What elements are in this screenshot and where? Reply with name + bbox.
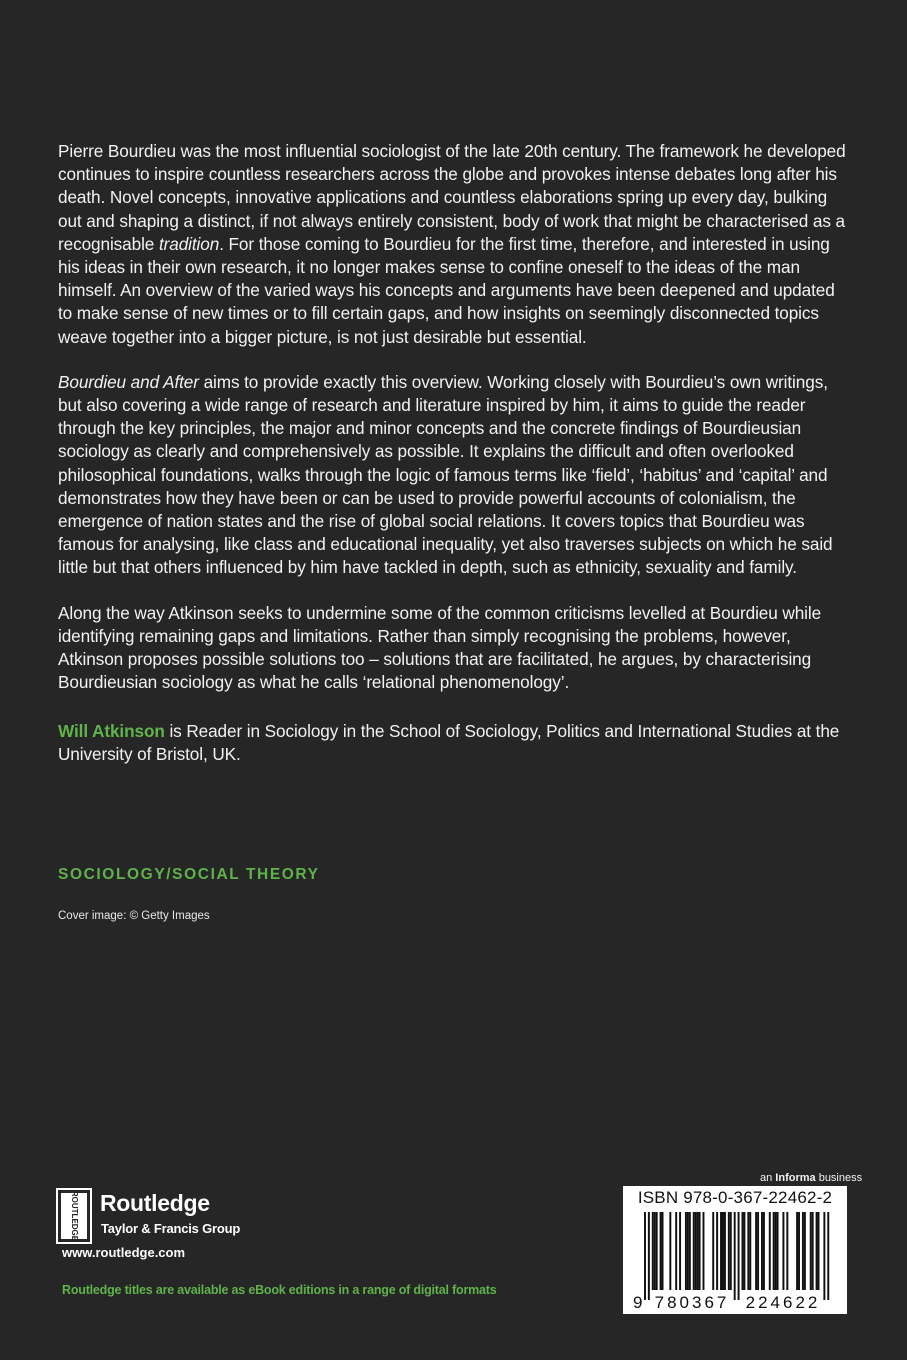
barcode-bar xyxy=(699,1212,701,1290)
barcode-bar xyxy=(679,1212,681,1290)
barcode-bar xyxy=(689,1212,691,1290)
barcode-right-digits: 224622 xyxy=(745,1293,821,1312)
barcode-graphic xyxy=(623,1186,847,1314)
barcode-bar xyxy=(730,1212,732,1290)
barcode-bar xyxy=(660,1212,662,1290)
barcode-bar xyxy=(810,1212,812,1290)
barcode-bar xyxy=(782,1212,784,1290)
barcode-bar xyxy=(695,1212,697,1290)
barcode-bar xyxy=(703,1212,705,1290)
blurb-paragraph-2 xyxy=(58,371,850,580)
author-name: Will Atkinson xyxy=(58,721,165,741)
routledge-logo xyxy=(56,1188,296,1248)
informa-name: Informa xyxy=(775,1172,816,1184)
barcode-bar xyxy=(675,1212,677,1290)
barcode-left-digits: 780367 xyxy=(654,1293,730,1312)
subject-category: SOCIOLOGY/SOCIAL THEORY xyxy=(58,866,320,883)
barcode-bar xyxy=(720,1212,722,1290)
cover-image-credit: Cover image: © Getty Images xyxy=(58,910,210,922)
barcode-bar xyxy=(716,1212,718,1290)
blurb-p2-text: aims to provide exactly this overview. Working closely with Bourdieu’s own writings, but also covering a wide range of research and literature inspired by him, it aims to guide the reader through the key principles, the major and minor concepts and the concrete findings of Bourdieusian sociology as clearly and comprehensively as possible. It explains the difficult and often overlooked philosophical foundations, walks through the logic of famous terms like ‘field’, ‘habitus’ and ‘capital’ and demonstrates how they have been or can be used to provide powerful accounts of colonialism, the emergence of nation states and the rise of global social relations. It covers topics that Bourdieu was famous for analysing, like class and educational inequality, yet also traverses subjects on which he said little but that others influenced by him have tackled in depth, such as ethnicity, sexuality and family. xyxy=(58,371,833,578)
back-cover-blurb xyxy=(58,140,850,716)
blurb-p1-end: . For those coming to Bourdieu for the first time, therefore, and interested in using his ideas in their own research, it no longer makes sense to confine oneself to the ideas of the man himself. An overview of the varied ways his concepts and arguments have been deepened and updated to make sense of new times or to fill certain gaps, and how insights on seemingly disconnected topics weave together into a bigger picture, is not just desirable but essential. xyxy=(58,233,835,347)
barcode-bar xyxy=(804,1212,806,1290)
publisher-website: www.routledge.com xyxy=(62,1245,186,1260)
barcode-bar xyxy=(773,1212,775,1290)
barcode-bar xyxy=(755,1212,757,1290)
blurb-p1-start: Pierre Bourdieu was the most influential sociologist of the late 20th century. The framework he developed continues to inspire countless researchers across the globe and provokes intense debates long after his death. Novel concepts, innovative applications and countless elaborations spring up every day, bulking out and shaping a distinct, if not always entirely consistent, body of work that might be characterised as a recognisable xyxy=(58,141,846,254)
author-bio xyxy=(58,720,858,766)
barcode-bar xyxy=(798,1212,800,1290)
barcode-bar xyxy=(816,1212,818,1290)
blurb-p1-emphasis: tradition xyxy=(158,233,220,254)
barcode-bar xyxy=(775,1212,777,1290)
barcode-bar xyxy=(769,1212,771,1290)
barcode-bar xyxy=(652,1212,654,1290)
barcode-bar xyxy=(743,1212,745,1290)
barcode-bar xyxy=(648,1212,650,1300)
barcode-bar xyxy=(742,1212,744,1290)
author-bio-text: is Reader in Sociology in the School of Sociology, Politics and International Studies at the University of Bristol, UK. xyxy=(58,721,840,765)
publisher-name: Routledge xyxy=(100,1190,210,1216)
barcode-bar xyxy=(747,1212,749,1290)
barcode-bar xyxy=(662,1212,664,1290)
barcode-bar xyxy=(802,1212,804,1290)
barcode-bar xyxy=(734,1212,736,1300)
book-title-emphasis: Bourdieu and After xyxy=(58,371,199,392)
ebook-note: Routledge titles are available as eBook editions in a range of digital formats xyxy=(62,1283,497,1297)
informa-suffix: business xyxy=(815,1172,863,1184)
barcode-bar xyxy=(786,1212,788,1290)
barcode-bar xyxy=(749,1212,751,1290)
barcode-bar xyxy=(777,1212,779,1290)
barcode-bar xyxy=(669,1212,671,1290)
barcode-bars xyxy=(644,1212,829,1300)
barcode-bar xyxy=(818,1212,820,1290)
barcode-bar xyxy=(761,1212,763,1290)
barcode-bar xyxy=(812,1212,814,1290)
barcode-bar xyxy=(724,1212,726,1290)
blurb-paragraph-3: Along the way Atkinson seeks to undermine some of the common criticisms levelled at Bourdieu while identifying remaining gaps and limitations. Rather than simply recognising the problems, however, Atkinson proposes possible solutions too – solutions that are facilitated, he argues, by characterising Bourdieusian sociology as what he calls ‘relational phenomenology’. xyxy=(58,602,822,693)
barcode-bar xyxy=(722,1212,724,1290)
barcode-bar xyxy=(823,1212,825,1300)
barcode-bar xyxy=(757,1212,759,1290)
barcode-bar xyxy=(827,1212,829,1300)
barcode-bar xyxy=(644,1212,646,1300)
barcode-bar xyxy=(697,1212,699,1290)
publisher-group: Taylor & Francis Group xyxy=(101,1221,241,1236)
barcode-first-digit: 9 xyxy=(633,1293,643,1312)
barcode-bar xyxy=(763,1212,765,1290)
barcode-bar xyxy=(796,1212,798,1290)
barcode-bar xyxy=(712,1212,714,1290)
barcode-bar xyxy=(687,1212,689,1290)
barcode-bar xyxy=(685,1212,687,1290)
informa-business-label xyxy=(760,1172,862,1184)
blurb-paragraph-1 xyxy=(58,140,850,349)
routledge-mark-text: ROUTLEDGE xyxy=(69,1190,79,1242)
isbn-label: ISBN 978-0-367-22462-2 xyxy=(637,1188,833,1207)
barcode-bar xyxy=(728,1212,730,1290)
barcode-bar xyxy=(654,1212,656,1290)
routledge-mark-icon xyxy=(56,1188,92,1244)
barcode-bar xyxy=(693,1212,695,1290)
barcode-bar xyxy=(738,1212,740,1300)
barcode-bar xyxy=(656,1212,658,1290)
isbn-barcode xyxy=(623,1186,847,1314)
informa-prefix: an xyxy=(760,1172,776,1184)
